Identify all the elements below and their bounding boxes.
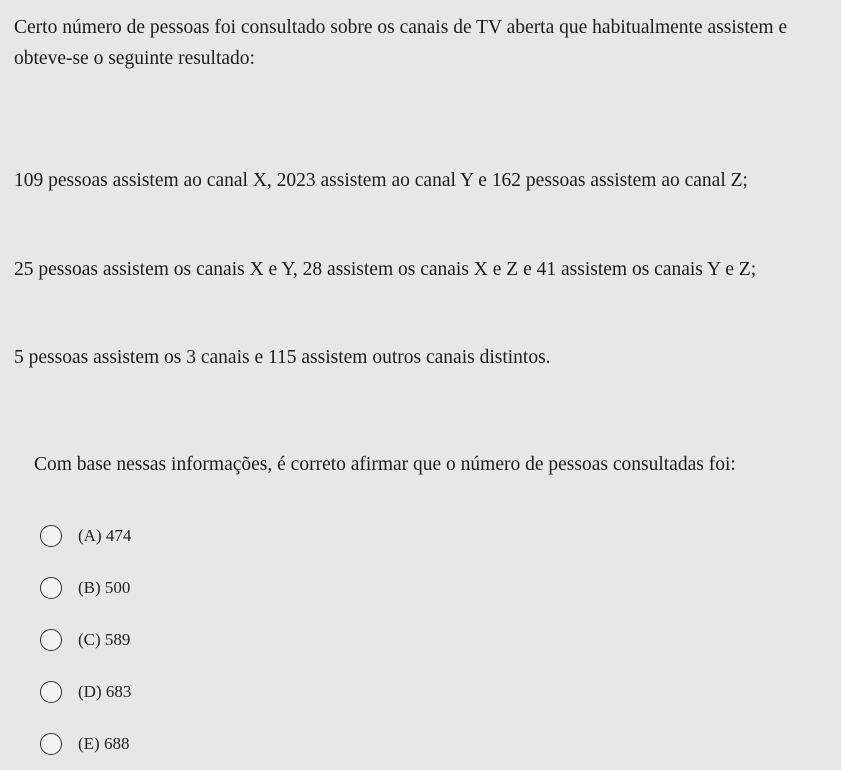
- option-c-label: (C) 589: [78, 630, 131, 649]
- radio-button-d[interactable]: [40, 681, 62, 703]
- question-prompt: Com base nessas informações, é correto afirmar que o número de pessoas consultadas foi:: [34, 454, 736, 475]
- option-c[interactable]: [40, 614, 340, 666]
- option-a-label: (A) 474: [78, 526, 132, 545]
- radio-button-e[interactable]: [40, 733, 62, 755]
- radio-button-a[interactable]: [40, 525, 62, 547]
- radio-button-b[interactable]: [40, 577, 62, 599]
- answer-options: [40, 510, 340, 770]
- question-data-line-2: 25 pessoas assistem os canais X e Y, 28 assistem os canais X e Z e 41 assistem os canais Y e Z;: [14, 259, 757, 280]
- option-b-label: (B) 500: [78, 578, 131, 597]
- option-b[interactable]: [40, 562, 340, 614]
- option-a[interactable]: [40, 510, 340, 562]
- option-e[interactable]: [40, 718, 340, 770]
- question-data-line-1: 109 pessoas assistem ao canal X, 2023 assistem ao canal Y e 162 pessoas assistem ao canal Z;: [14, 170, 748, 191]
- question-intro: Certo número de pessoas foi consultado sobre os canais de TV aberta que habitualmente assistem e obteve-se o seguinte resultado:: [14, 17, 788, 69]
- option-d[interactable]: [40, 666, 340, 718]
- question-data-line-3: 5 pessoas assistem os 3 canais e 115 assistem outros canais distintos.: [14, 347, 551, 368]
- option-e-label: (E) 688: [78, 734, 130, 753]
- option-d-label: (D) 683: [78, 682, 132, 701]
- radio-button-c[interactable]: [40, 629, 62, 651]
